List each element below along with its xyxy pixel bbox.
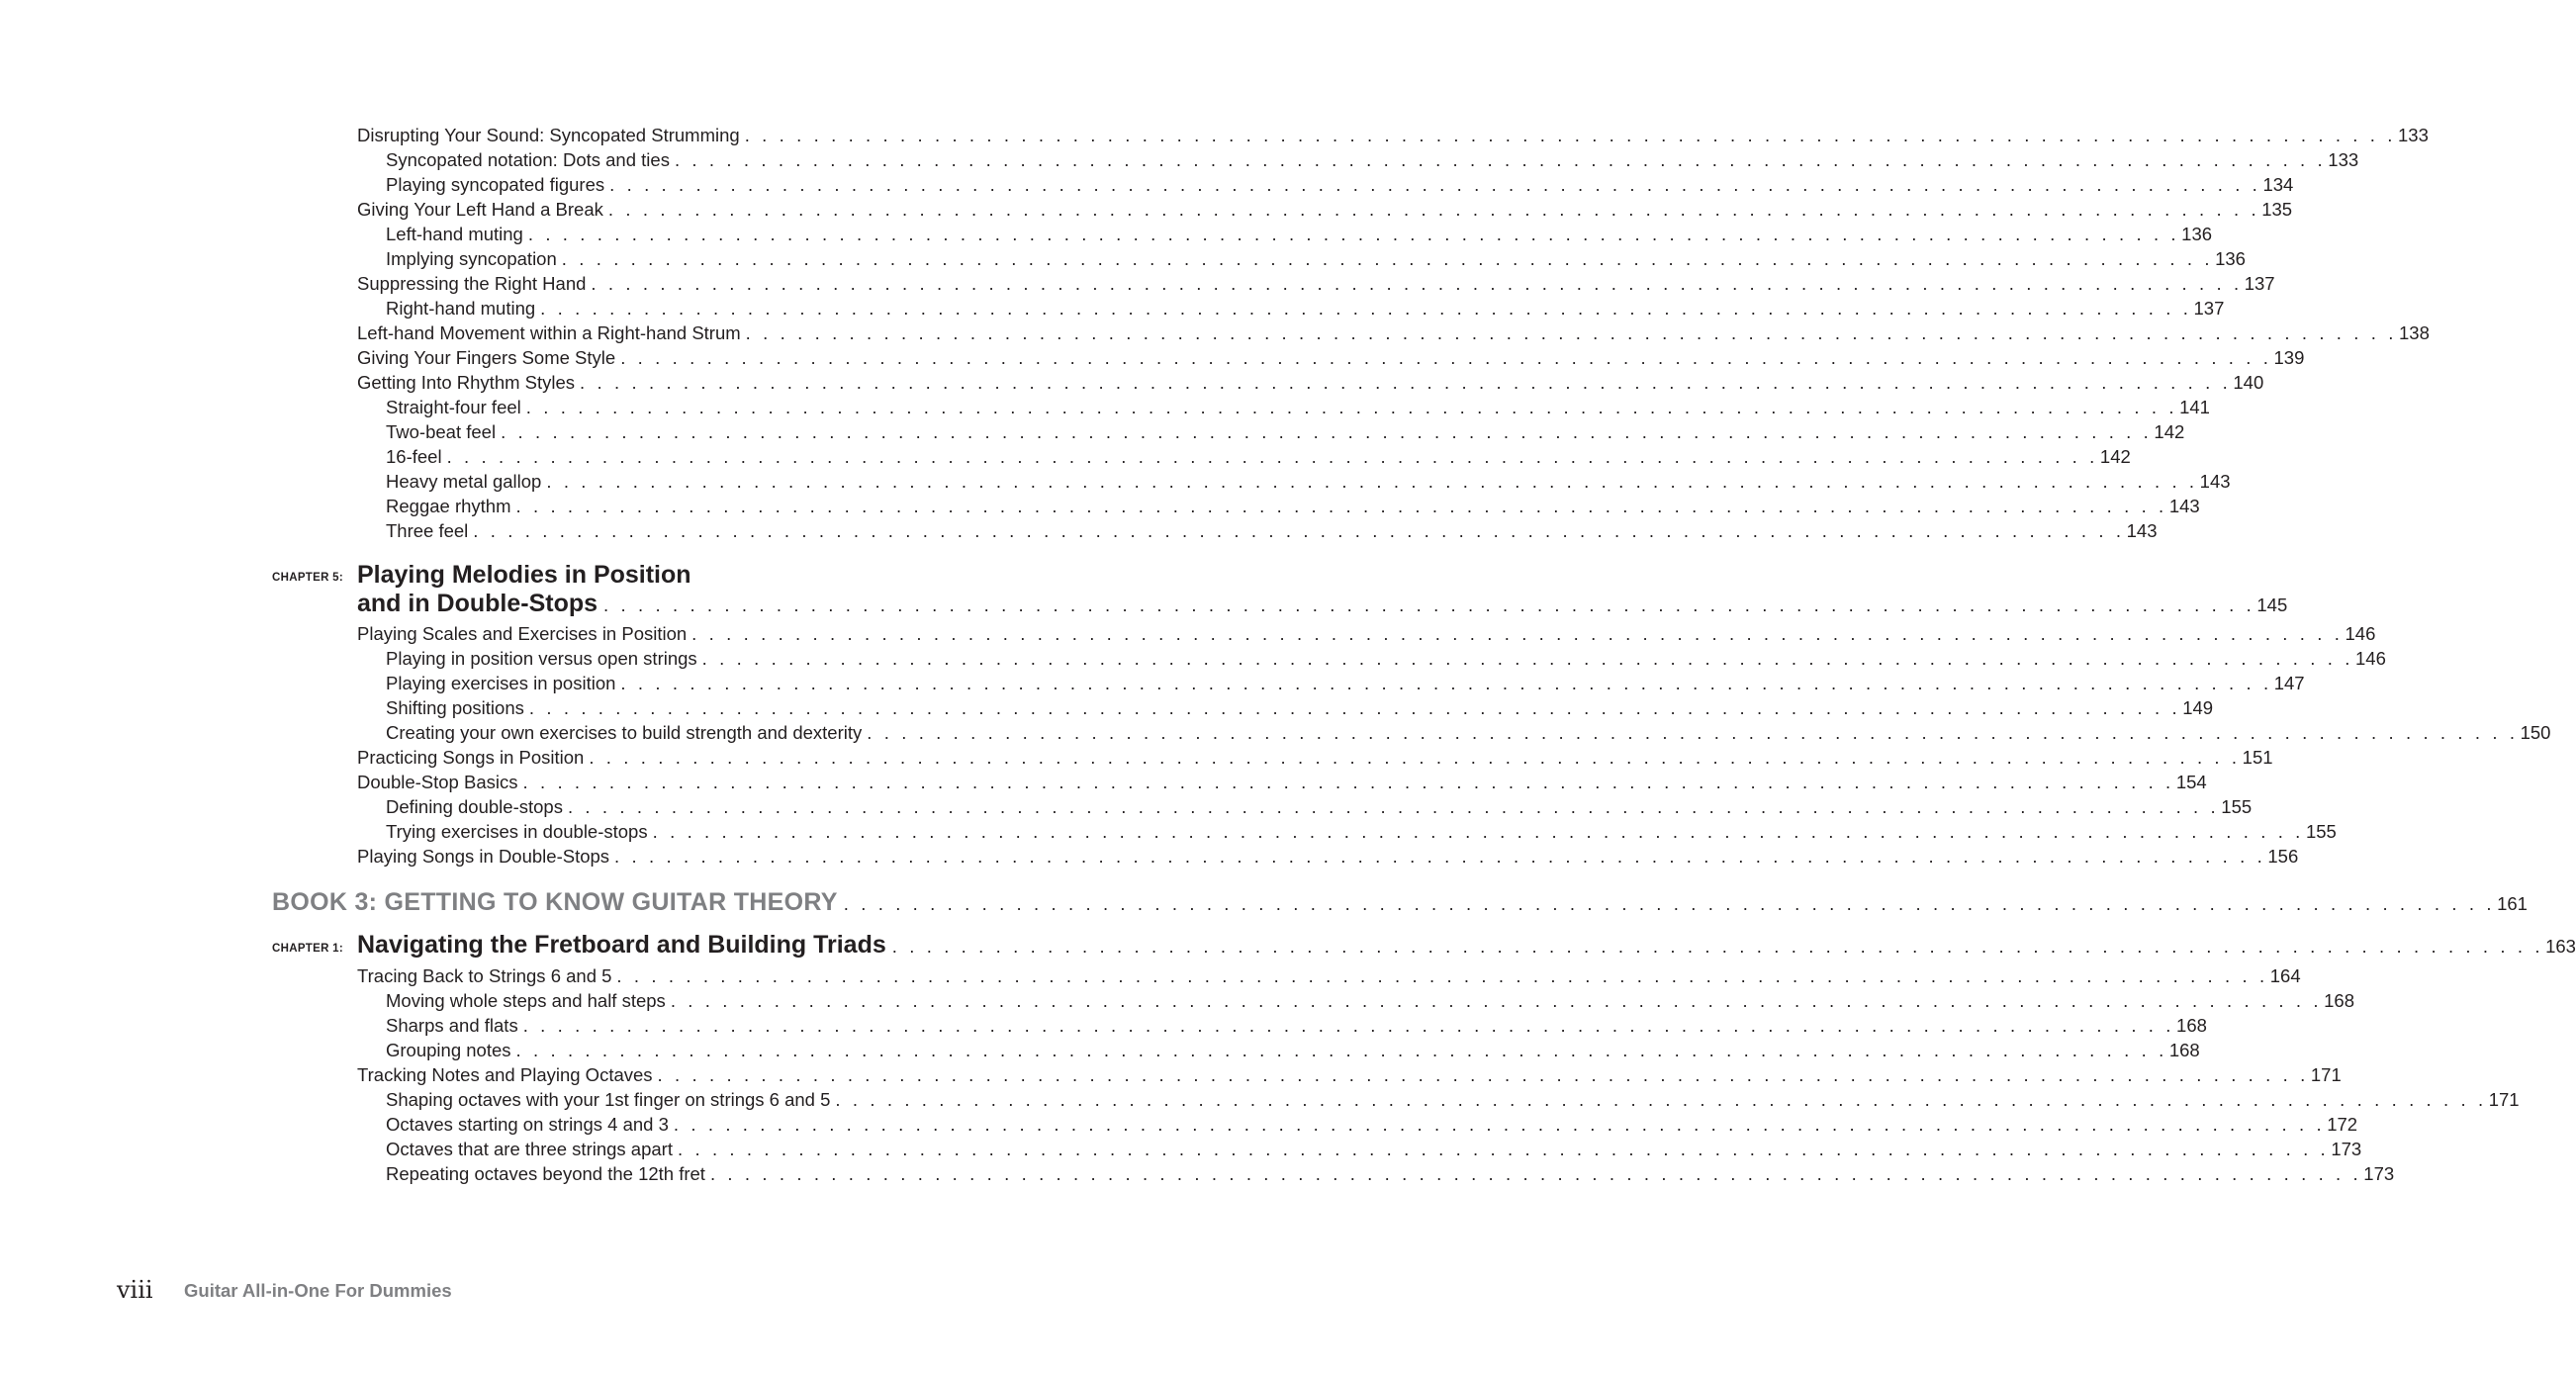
toc-entry[interactable]: 16-feel . . . . . . . . . . . . . . . . . . . . . . . . . . . . . . . . . . . . . . . . . . . . . . . . . . . . . . . . . . . . . . . . . . . . . . . . . . . . . . . . . . . . . . . . . . . . . . . . 142 [386,446,2131,467]
toc-entry[interactable]: Playing exercises in position . . . . . . . . . . . . . . . . . . . . . . . . . . . . . . . . . . . . . . . . . . . . . . . . . . . . . . . . . . . . . . . . . . . . . . . . . . . . . . . . . . . . . . . . . . . . . . . . 147 [386,673,2305,693]
toc-entry[interactable]: Shifting positions . . . . . . . . . . . . . . . . . . . . . . . . . . . . . . . . . . . . . . . . . . . . . . . . . . . . . . . . . . . . . . . . . . . . . . . . . . . . . . . . . . . . . . . . . . . . . . . . 149 [386,697,2214,718]
chapter-title[interactable]: Playing Melodies in Position [357,561,691,589]
toc-entry[interactable]: Playing Scales and Exercises in Position . . . . . . . . . . . . . . . . . . . . . . . . . . . . . . . . . . . . . . . . . . . . . . . . . . . . . . . . . . . . . . . . . . . . . . . . . . . . . . . . . . . . . . . . . . . . . . . . 146 [357,623,2376,644]
book-heading[interactable]: BOOK 3: GETTING TO KNOW GUITAR THEORY . . . . . . . . . . . . . . . . . . . . . . . . . . . . . . . . . . . . . . . . . . . . . . . . . . . . . . . . . . . . . . . . . . . . . . . . . . . . . . . . . . . . . . . . . . . . . . . . 161 [272,888,2528,916]
toc-entry[interactable]: Creating your own exercises to build strength and dexterity . . . . . . . . . . . . . . . . . . . . . . . . . . . . . . . . . . . . . . . . . . . . . . . . . . . . . . . . . . . . . . . . . . . . . . . . . . . . . . . . . . . . . . . . . . . . . . . . 150 [386,722,2551,743]
toc-entry[interactable]: Practicing Songs in Position . . . . . . . . . . . . . . . . . . . . . . . . . . . . . . . . . . . . . . . . . . . . . . . . . . . . . . . . . . . . . . . . . . . . . . . . . . . . . . . . . . . . . . . . . . . . . . . . 151 [357,747,2273,768]
toc-entry[interactable]: Playing syncopated figures . . . . . . . . . . . . . . . . . . . . . . . . . . . . . . . . . . . . . . . . . . . . . . . . . . . . . . . . . . . . . . . . . . . . . . . . . . . . . . . . . . . . . . . . . . . . . . . . 134 [386,174,2294,195]
page-number: viii [117,1276,153,1304]
toc-entry[interactable]: Left-hand Movement within a Right-hand Strum . . . . . . . . . . . . . . . . . . . . . . . . . . . . . . . . . . . . . . . . . . . . . . . . . . . . . . . . . . . . . . . . . . . . . . . . . . . . . . . . . . . . . . . . . . . . . . . . 138 [357,322,2430,343]
toc-entry[interactable]: Implying syncopation . . . . . . . . . . . . . . . . . . . . . . . . . . . . . . . . . . . . . . . . . . . . . . . . . . . . . . . . . . . . . . . . . . . . . . . . . . . . . . . . . . . . . . . . . . . . . . . . 136 [386,248,2246,269]
running-footer-title: Guitar All-in-One For Dummies [184,1280,452,1301]
toc-entry[interactable]: Getting Into Rhythm Styles . . . . . . . . . . . . . . . . . . . . . . . . . . . . . . . . . . . . . . . . . . . . . . . . . . . . . . . . . . . . . . . . . . . . . . . . . . . . . . . . . . . . . . . . . . . . . . . . 140 [357,372,2264,393]
toc-entry[interactable]: Suppressing the Right Hand . . . . . . . . . . . . . . . . . . . . . . . . . . . . . . . . . . . . . . . . . . . . . . . . . . . . . . . . . . . . . . . . . . . . . . . . . . . . . . . . . . . . . . . . . . . . . . . . 137 [357,273,2275,294]
toc-entry[interactable]: Repeating octaves beyond the 12th fret . . . . . . . . . . . . . . . . . . . . . . . . . . . . . . . . . . . . . . . . . . . . . . . . . . . . . . . . . . . . . . . . . . . . . . . . . . . . . . . . . . . . . . . . . . . . . . . . 173 [386,1163,2395,1184]
chapter-label: CHAPTER 1: [272,943,344,955]
toc-entry[interactable]: Playing in position versus open strings . . . . . . . . . . . . . . . . . . . . . . . . . . . . . . . . . . . . . . . . . . . . . . . . . . . . . . . . . . . . . . . . . . . . . . . . . . . . . . . . . . . . . . . . . . . . . . . . 146 [386,648,2386,669]
toc-entry[interactable]: Tracking Notes and Playing Octaves . . . . . . . . . . . . . . . . . . . . . . . . . . . . . . . . . . . . . . . . . . . . . . . . . . . . . . . . . . . . . . . . . . . . . . . . . . . . . . . . . . . . . . . . . . . . . . . . 171 [357,1064,2342,1085]
toc-entry[interactable]: Three feel . . . . . . . . . . . . . . . . . . . . . . . . . . . . . . . . . . . . . . . . . . . . . . . . . . . . . . . . . . . . . . . . . . . . . . . . . . . . . . . . . . . . . . . . . . . . . . . . 143 [386,520,2158,541]
toc-entry[interactable]: Two-beat feel . . . . . . . . . . . . . . . . . . . . . . . . . . . . . . . . . . . . . . . . . . . . . . . . . . . . . . . . . . . . . . . . . . . . . . . . . . . . . . . . . . . . . . . . . . . . . . . . 142 [386,421,2185,442]
toc-entry[interactable]: Playing Songs in Double-Stops . . . . . . . . . . . . . . . . . . . . . . . . . . . . . . . . . . . . . . . . . . . . . . . . . . . . . . . . . . . . . . . . . . . . . . . . . . . . . . . . . . . . . . . . . . . . . . . . 156 [357,846,2299,867]
toc-entry[interactable]: Disrupting Your Sound: Syncopated Strumming . . . . . . . . . . . . . . . . . . . . . . . . . . . . . . . . . . . . . . . . . . . . . . . . . . . . . . . . . . . . . . . . . . . . . . . . . . . . . . . . . . . . . . . . . . . . . . . . 133 [357,125,2429,145]
toc-entry[interactable]: Giving Your Fingers Some Style . . . . . . . . . . . . . . . . . . . . . . . . . . . . . . . . . . . . . . . . . . . . . . . . . . . . . . . . . . . . . . . . . . . . . . . . . . . . . . . . . . . . . . . . . . . . . . . . 139 [357,347,2305,368]
toc-entry[interactable]: Sharps and flats . . . . . . . . . . . . . . . . . . . . . . . . . . . . . . . . . . . . . . . . . . . . . . . . . . . . . . . . . . . . . . . . . . . . . . . . . . . . . . . . . . . . . . . . . . . . . . . . 168 [386,1015,2207,1036]
toc-entry[interactable]: Reggae rhythm . . . . . . . . . . . . . . . . . . . . . . . . . . . . . . . . . . . . . . . . . . . . . . . . . . . . . . . . . . . . . . . . . . . . . . . . . . . . . . . . . . . . . . . . . . . . . . . . 143 [386,496,2200,516]
toc-entry[interactable]: Moving whole steps and half steps . . . . . . . . . . . . . . . . . . . . . . . . . . . . . . . . . . . . . . . . . . . . . . . . . . . . . . . . . . . . . . . . . . . . . . . . . . . . . . . . . . . . . . . . . . . . . . . . 168 [386,990,2355,1011]
toc-entry[interactable]: Defining double-stops . . . . . . . . . . . . . . . . . . . . . . . . . . . . . . . . . . . . . . . . . . . . . . . . . . . . . . . . . . . . . . . . . . . . . . . . . . . . . . . . . . . . . . . . . . . . . . . . 155 [386,796,2253,817]
toc-entry[interactable]: Grouping notes . . . . . . . . . . . . . . . . . . . . . . . . . . . . . . . . . . . . . . . . . . . . . . . . . . . . . . . . . . . . . . . . . . . . . . . . . . . . . . . . . . . . . . . . . . . . . . . . 168 [386,1040,2200,1060]
toc-entry[interactable]: Tracing Back to Strings 6 and 5 . . . . . . . . . . . . . . . . . . . . . . . . . . . . . . . . . . . . . . . . . . . . . . . . . . . . . . . . . . . . . . . . . . . . . . . . . . . . . . . . . . . . . . . . . . . . . . . . 164 [357,965,2301,986]
toc-entry[interactable]: Double-Stop Basics . . . . . . . . . . . . . . . . . . . . . . . . . . . . . . . . . . . . . . . . . . . . . . . . . . . . . . . . . . . . . . . . . . . . . . . . . . . . . . . . . . . . . . . . . . . . . . . . 154 [357,772,2207,792]
toc-entry[interactable]: Giving Your Left Hand a Break . . . . . . . . . . . . . . . . . . . . . . . . . . . . . . . . . . . . . . . . . . . . . . . . . . . . . . . . . . . . . . . . . . . . . . . . . . . . . . . . . . . . . . . . . . . . . . . . 135 [357,199,2293,220]
toc-entry[interactable]: Heavy metal gallop . . . . . . . . . . . . . . . . . . . . . . . . . . . . . . . . . . . . . . . . . . . . . . . . . . . . . . . . . . . . . . . . . . . . . . . . . . . . . . . . . . . . . . . . . . . . . . . . 143 [386,471,2231,492]
chapter-label: CHAPTER 5: [272,572,344,584]
chapter-title-line[interactable]: Navigating the Fretboard and Building Triads . . . . . . . . . . . . . . . . . . . . . . . . . . . . . . . . . . . . . . . . . . . . . . . . . . . . . . . . . . . . . . . . . . . . . . . . . . . . . . . . . . . . . . . . . . . . . . . . 163 [357,931,2576,959]
toc-entry[interactable]: Octaves that are three strings apart . . . . . . . . . . . . . . . . . . . . . . . . . . . . . . . . . . . . . . . . . . . . . . . . . . . . . . . . . . . . . . . . . . . . . . . . . . . . . . . . . . . . . . . . . . . . . . . . 173 [386,1139,2362,1159]
toc-entry[interactable]: Right-hand muting . . . . . . . . . . . . . . . . . . . . . . . . . . . . . . . . . . . . . . . . . . . . . . . . . . . . . . . . . . . . . . . . . . . . . . . . . . . . . . . . . . . . . . . . . . . . . . . . 137 [386,298,2225,319]
toc-entry[interactable]: Octaves starting on strings 4 and 3 . . . . . . . . . . . . . . . . . . . . . . . . . . . . . . . . . . . . . . . . . . . . . . . . . . . . . . . . . . . . . . . . . . . . . . . . . . . . . . . . . . . . . . . . . . . . . . . . 172 [386,1114,2358,1135]
toc-entry[interactable]: Left-hand muting . . . . . . . . . . . . . . . . . . . . . . . . . . . . . . . . . . . . . . . . . . . . . . . . . . . . . . . . . . . . . . . . . . . . . . . . . . . . . . . . . . . . . . . . . . . . . . . . 136 [386,224,2213,244]
toc-entry[interactable]: Syncopated notation: Dots and ties . . . . . . . . . . . . . . . . . . . . . . . . . . . . . . . . . . . . . . . . . . . . . . . . . . . . . . . . . . . . . . . . . . . . . . . . . . . . . . . . . . . . . . . . . . . . . . . . 133 [386,149,2359,170]
chapter-title-line[interactable]: and in Double-Stops . . . . . . . . . . . . . . . . . . . . . . . . . . . . . . . . . . . . . . . . . . . . . . . . . . . . . . . . . . . . . . . . . . . . . . . . . . . . . . . . . . . . . . . . . . . . . . . . 145 [357,590,2288,617]
toc-entry[interactable]: Shaping octaves with your 1st finger on strings 6 and 5 . . . . . . . . . . . . . . . . . . . . . . . . . . . . . . . . . . . . . . . . . . . . . . . . . . . . . . . . . . . . . . . . . . . . . . . . . . . . . . . . . . . . . . . . . . . . . . . . 171 [386,1089,2520,1110]
toc-entry[interactable]: Straight-four feel . . . . . . . . . . . . . . . . . . . . . . . . . . . . . . . . . . . . . . . . . . . . . . . . . . . . . . . . . . . . . . . . . . . . . . . . . . . . . . . . . . . . . . . . . . . . . . . . 141 [386,397,2210,417]
toc-entry[interactable]: Trying exercises in double-stops . . . . . . . . . . . . . . . . . . . . . . . . . . . . . . . . . . . . . . . . . . . . . . . . . . . . . . . . . . . . . . . . . . . . . . . . . . . . . . . . . . . . . . . . . . . . . . . . 155 [386,821,2337,842]
